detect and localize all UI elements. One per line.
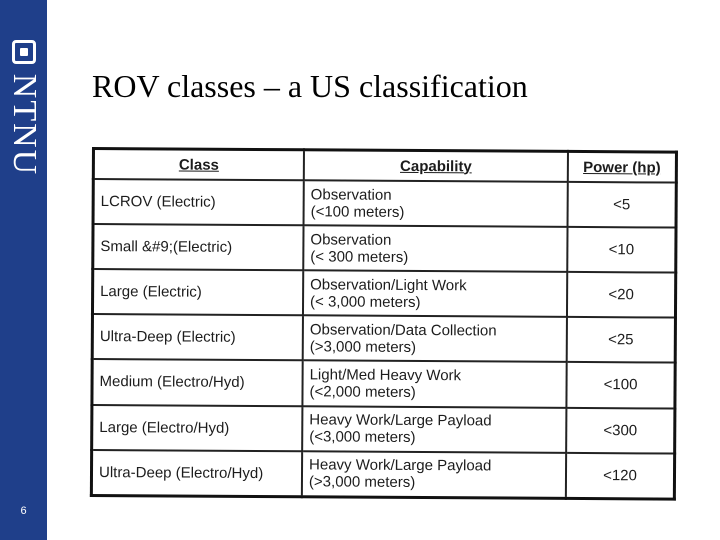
cell-power: <10 [567,227,676,273]
cell-power: <120 [566,453,675,500]
cell-capability [302,406,566,453]
rov-classes-table [90,147,678,501]
capability-line: Light/Med Heavy Work [309,366,462,385]
ntnu-logo-icon [12,40,36,64]
header-capability: Capability [304,150,568,182]
table-row [91,450,674,499]
cell-class: LCROV (Electric) [93,179,304,225]
table-row [92,405,675,454]
capability-line: Heavy Work/Large Payload [309,411,492,430]
cell-class: Large (Electric) [92,269,303,315]
table-header-row [93,149,676,183]
cell-capability [303,225,567,272]
sidebar [0,0,47,540]
capability-depth: (< 300 meters) [310,247,409,266]
capability-depth: (< 3,000 meters) [310,293,421,311]
header-power: Power (hp) [568,151,677,182]
capability-line: Observation/Data Collection [309,321,497,340]
table-row [93,179,676,228]
logo-text: NTNU [6,73,43,177]
cell-power: <20 [567,272,676,318]
capability-depth: (<2,000 meters) [309,383,416,401]
cell-capability [303,316,567,363]
slide-number: 6 [20,505,27,517]
cell-power: <300 [566,407,675,453]
slide-title: ROV classes – a US classification [92,68,528,104]
cell-class: Small &#9;(Electric) [93,224,304,270]
capability-line: Observation/Light Work [310,276,467,295]
cell-power: <5 [568,182,677,228]
capability-depth: (<3,000 meters) [309,428,416,447]
cell-capability [303,271,567,318]
cell-capability [304,180,568,227]
table-row [92,314,675,363]
rov-table-wrapper [90,147,678,503]
capability-depth: (>3,000 meters) [308,473,416,492]
table-row [92,359,675,408]
table-row [93,224,676,273]
header-class: Class [93,149,304,181]
capability-line: Heavy Work/Large Payload [309,456,492,475]
cell-power: <25 [567,317,676,363]
cell-capability [302,451,566,498]
table-row [92,269,675,318]
capability-depth: (<100 meters) [310,202,405,221]
cell-power: <100 [566,362,675,408]
capability-line: Observation [310,185,392,204]
cell-class: Medium (Electro/Hyd) [92,359,303,405]
capability-depth: (>3,000 meters) [309,338,417,356]
cell-capability [302,361,566,408]
capability-line: Observation [310,230,392,249]
cell-class: Ultra-Deep (Electric) [92,314,303,360]
cell-class: Large (Electro/Hyd) [92,405,303,451]
cell-class: Ultra-Deep (Electro/Hyd) [91,450,302,497]
